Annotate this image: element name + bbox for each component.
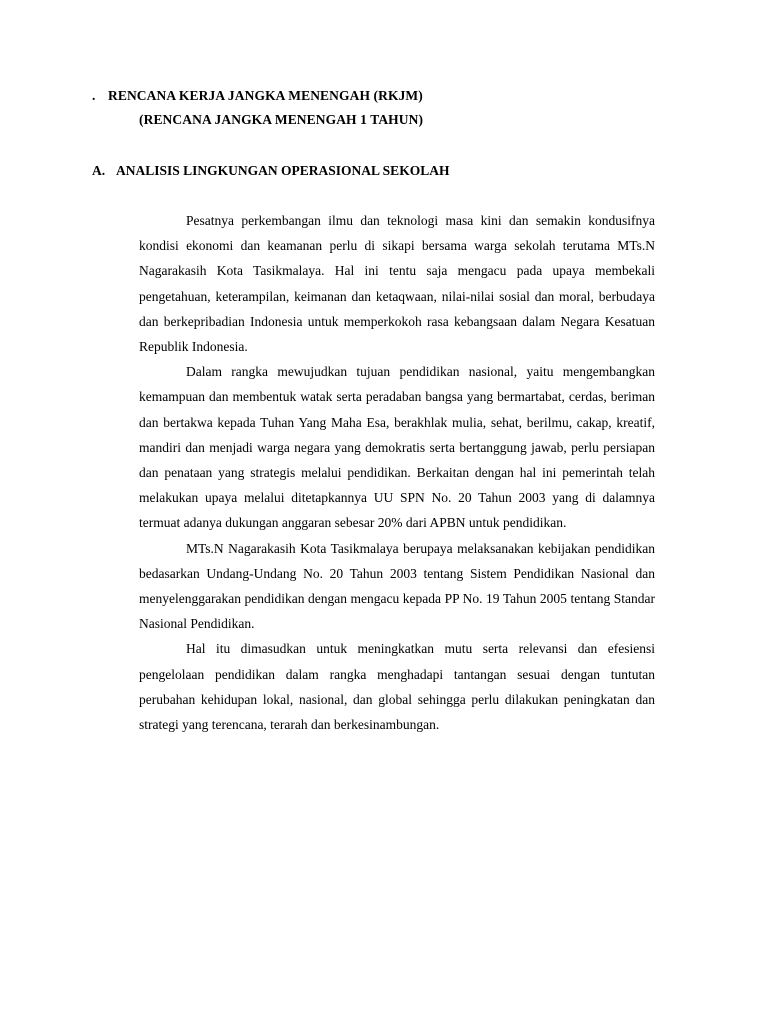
body-text [139, 208, 655, 737]
paragraph: Dalam rangka mewujudkan tujuan pendidikan nasional, yaitu mengembangkan kemampuan dan membentuk watak serta peradaban bangsa yang bermartabat, cerdas, beriman dan bertakwa kepada Tuhan Yang Maha Esa, berakhlak mulia, sehat, berilmu, cakap, kreatif, mandiri dan menjadi warga negara yang demokratis serta bertanggung jawab, perlu persiapan dan penataan yang strategis melalui pendidikan. Berkaitan dengan hal ini pemerintah telah melakukan upaya melalui ditetapkannya UU SPN No. 20 Tahun 2003 yang di dalamnya termuat adanya dukungan anggaran sebesar 20% dari APBN untuk pendidikan. [139, 364, 655, 531]
paragraph: Hal itu dimasudkan untuk meningkatkan mutu serta relevansi dan efesiensi pengelolaan pendidikan dalam rangka menghadapi tantangan sesuai dengan tuntutan perubahan kehidupan lokal, nasional, dan global sehingga perlu dilakukan peningkatan dan strategi yang terencana, terarah dan berkesinambungan. [139, 641, 655, 733]
document-subtitle: (RENCANA JANGKA MENENGAH 1 TAHUN) [139, 112, 424, 127]
section-heading [92, 162, 449, 180]
title-bullet: . [92, 88, 96, 103]
paragraph: Pesatnya perkembangan ilmu dan teknologi masa kini dan semakin kondusifnya kondisi ekonomi dan keamanan perlu di sikapi bersama warga sekolah terutama MTs.N Nagarakasih Kota Tasikmalaya. Hal ini tentu saja mengacu pada upaya membekali pengetahuan, keterampilan, keimanan dan ketaqwaan, nilai-nilai sosial dan moral, berbudaya dan berkepribadian Indonesia untuk memperkokoh rasa kebangsaan dalam Negara Kesatuan Republik Indonesia. [139, 213, 655, 355]
section-heading-text: ANALISIS LINGKUNGAN OPERASIONAL SEKOLAH [116, 163, 450, 178]
paragraph: MTs.N Nagarakasih Kota Tasikmalaya berupaya melaksanakan kebijakan pendidikan bedasarkan Undang-Undang No. 20 Tahun 2003 tentang Sistem Pendidikan Nasional dan menyelenggarakan pendidikan dengan mengacu kepada PP No. 19 Tahun 2005 tentang Standar Nasional Pendidikan. [139, 540, 655, 632]
section-letter: A. [92, 163, 106, 178]
document-title: RENCANA KERJA JANGKA MENENGAH (RKJM) [108, 88, 423, 103]
